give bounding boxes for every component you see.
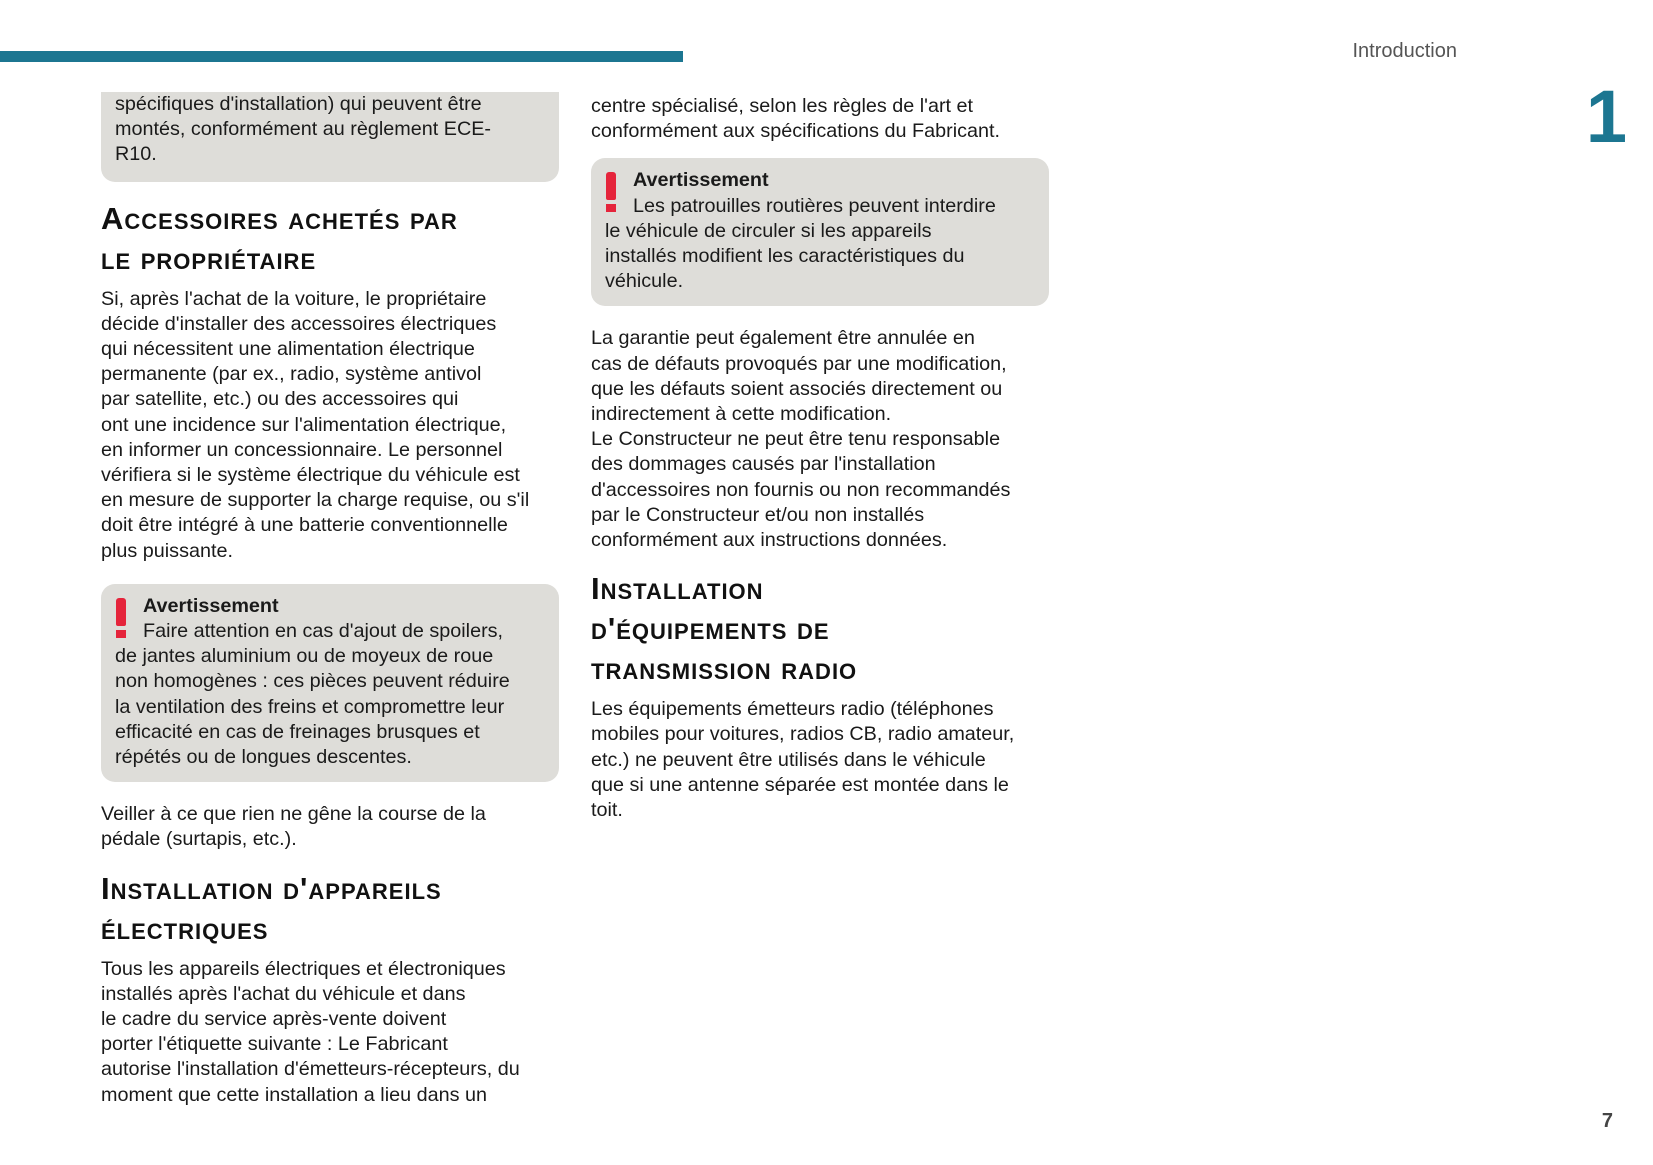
paragraph-continued: centre spécialisé, selon les règles de l'art et conformément aux spécifications du Fabricant. bbox=[591, 95, 1001, 143]
warning-box-spoilers: Avertissement Faire attention en cas d'ajout de spoilers, de jantes aluminium ou de moyeux de roue non homogènes : ces pièces peuvent réduire la ventilation des freins et compromettre leur efficacité en cas de freinages brusques et répétés ou de longues descentes. bbox=[101, 584, 559, 782]
continued-info-box bbox=[101, 92, 559, 182]
chapter-number: 1 bbox=[1585, 75, 1627, 158]
header-accent-bar bbox=[0, 51, 683, 62]
heading-radio-install: Installation d'équipements de transmission radio bbox=[591, 571, 858, 687]
paragraph-accessories: Si, après l'achat de la voiture, le propriétaire décide d'installer des accessoires électriques qui nécessitent une alimentation électrique permanente (par ex., radio, système antivol par satellite, etc.) ou des accessoires qui ont une incidence sur l'alimentation électrique, en informer un concessionnaire. Le personnel vérifiera si le système électrique du véhicule est en mesure de supporter la charge requise, ou s'il doit être intégré à une batterie conventionnelle plus puissante. bbox=[101, 287, 530, 562]
paragraph-pedal: Veiller à ce que rien ne gêne la course de la pédale (surtapis, etc.). bbox=[101, 803, 486, 851]
box-line: montés, conformément au règlement ECE- bbox=[115, 118, 492, 141]
warning-title: Avertissement bbox=[143, 594, 279, 617]
paragraph-electrical-install: Tous les appareils électriques et électroniques installés après l'achat du véhicule et dans le cadre du service après-vente doivent porter l'étiquette suivante : Le Fabricant autorise l'installation d'émetteurs-récepteurs, du moment que cette installation a lieu dans un bbox=[101, 957, 520, 1106]
right-column bbox=[591, 94, 1049, 823]
box-line: spécifiques d'installation) qui peuvent être bbox=[115, 93, 482, 115]
heading-accessories: Accessoires achetés par le propriétaire bbox=[101, 200, 458, 276]
warning-exclamation-icon bbox=[604, 172, 618, 214]
warning-title: Avertissement bbox=[633, 169, 769, 192]
left-column bbox=[101, 94, 559, 1108]
paragraph-radio: Les équipements émetteurs radio (téléphones mobiles pour voitures, radios CB, radio amateur, etc.) ne peuvent être utilisés dans le véhicule que si une antenne séparée est montée dans le toit. bbox=[591, 698, 1015, 822]
paragraph-warranty: La garantie peut également être annulée en cas de défauts provoqués par une modification, que les défauts soient associés directement ou indirectement à cette modification. Le Constructeur ne peut être tenu responsable des dommages causés par l'installation d'accessoires non fournis ou non recommandés par le Constructeur et/ou non installés conformément aux instructions données. bbox=[591, 327, 1011, 552]
section-title: Introduction bbox=[1352, 40, 1457, 62]
heading-electrical-install: Installation d'appareils électriques bbox=[101, 870, 442, 946]
warning-box-patrols: Avertissement Les patrouilles routières peuvent interdire le véhicule de circuler si les appareils installés modifient les caractéristiques du véhicule. bbox=[591, 158, 1049, 306]
page-number: 7 bbox=[1601, 1110, 1613, 1132]
box-line: R10. bbox=[115, 143, 157, 166]
warning-exclamation-icon bbox=[114, 598, 128, 640]
